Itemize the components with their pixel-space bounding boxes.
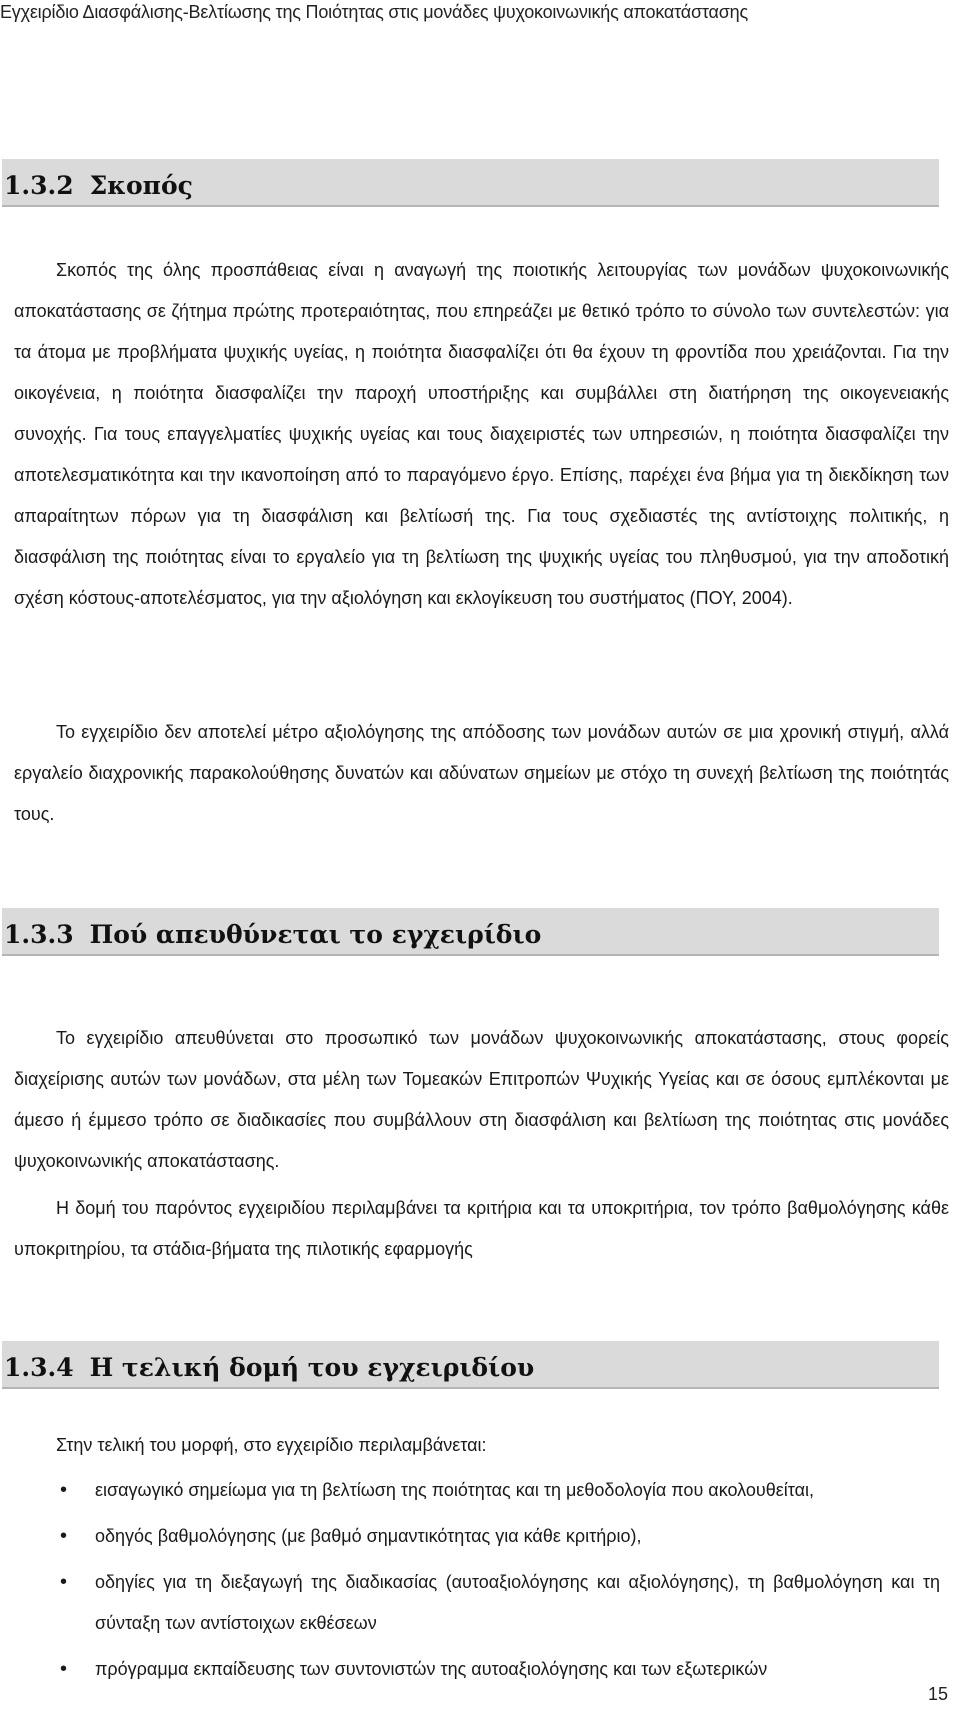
paragraph-purpose-1: Σκοπός της όλης προσπάθειας είναι η αναγωγή της ποιοτικής λειτουργίας των μονάδων ψυχοκοινωνικής αποκατάστασης σε ζήτημα πρώτης προτεραιότητας, που επηρεάζει με θετικό τρόπο το σύνολο των συντελεστών: για τα άτομα με προβλήματα ψυχικής υγείας, η ποιότητα διασφαλίζει ότι θα έχουν τη φροντίδα που χρειάζονται. Για την οικογένεια, η ποιότητα διασφαλίζει την παροχή υποστήριξης και συμβάλλει στη διατήρηση της οικογενειακής συνοχής. Για τους επαγγελματίες ψυχικής υγείας και τους διαχειριστές των υπηρεσιών, η ποιότητα διασφαλίζει την αποτελεσματικότητα και την ικανοποίηση από το παραγόμενο έργο. Επίσης, παρέχει ένα βήμα για τη διεκδίκηση των απαραίτητων πόρων για τη διασφάλιση και βελτίωσή της. Για τους σχεδιαστές της αντίστοιχης πολιτικής, η διασφάλιση της ποιότητας είναι το εργαλείο για τη βελτίωση της ψυχικής υγείας του πληθυσμού, για την αποδοτική σχέση κόστους-αποτελέσματος, για την αξιολόγηση και εκλογίκευση του συστήματος (ΠΟΥ, 2004).: [14, 260, 949, 608]
section-number: 1.3.3: [4, 920, 74, 949]
structure-intro: Στην τελική του μορφή, στο εγχειρίδιο περιλαμβάνεται:: [56, 1435, 487, 1455]
section-heading-1-3-2: [2, 159, 939, 207]
section-heading-1-3-3: [2, 908, 939, 956]
structure-bullet-list: [0, 1470, 960, 1695]
section-title: Η τελική δομή του εγχειριδίου: [89, 1353, 535, 1382]
section-title: Σκοπός: [89, 171, 193, 200]
list-item: • οδηγός βαθμολόγησης (με βαθμό σημαντικότητας για κάθε κριτήριο),: [0, 1516, 940, 1557]
running-header: Εγχειρίδιο Διασφάλισης-Βελτίωσης της Ποιότητας στις μονάδες ψυχοκοινωνικής αποκατάστασης: [0, 2, 748, 22]
paragraph-audience-2: Η δομή του παρόντος εγχειριδίου περιλαμβάνει τα κριτήρια και τα υποκριτήρια, τον τρόπο βαθμολόγησης κάθε υποκριτηρίου, τα στάδια-βήματα της πιλοτικής εφαρμογής: [14, 1198, 949, 1259]
paragraph-purpose-2: Το εγχειρίδιο δεν αποτελεί μέτρο αξιολόγησης της απόδοσης των μονάδων αυτών σε μια χρονική στιγμή, αλλά εργαλείο διαχρονικής παρακολούθησης δυνατών και αδύνατων σημείων με στόχο τη συνεχή βελτίωση της ποιότητάς τους.: [14, 722, 949, 824]
page-number: 15: [927, 1684, 948, 1704]
list-item: • οδηγίες για τη διεξαγωγή της διαδικασίας (αυτοαξιολόγησης και αξιολόγησης), τη βαθμολόγηση και τη σύνταξη των αντίστοιχων εκθέσεων: [0, 1562, 940, 1644]
paragraph-audience-1: Το εγχειρίδιο απευθύνεται στο προσωπικό των μονάδων ψυχοκοινωνικής αποκατάστασης, στους φορείς διαχείρισης αυτών των μονάδων, στα μέλη των Τομεακών Επιτροπών Ψυχικής Υγείας και σε όσους εμπλέκονται με άμεσο ή έμμεσο τρόπο σε διαδικασίες που συμβάλλουν στη διασφάλιση και βελτίωση της ποιότητας στις μονάδες ψυχοκοινωνικής αποκατάστασης.: [14, 1028, 949, 1171]
section-number: 1.3.4: [4, 1353, 74, 1382]
section-number: 1.3.2: [4, 171, 74, 200]
section-heading-1-3-4: [2, 1341, 939, 1389]
list-item: • πρόγραμμα εκπαίδευσης των συντονιστών της αυτοαξιολόγησης και των εξωτερικών: [0, 1649, 940, 1690]
list-item: • εισαγωγικό σημείωμα για τη βελτίωση της ποιότητας και τη μεθοδολογία που ακολουθείται,: [0, 1470, 940, 1511]
section-title: Πού απευθύνεται το εγχειρίδιο: [89, 920, 542, 949]
